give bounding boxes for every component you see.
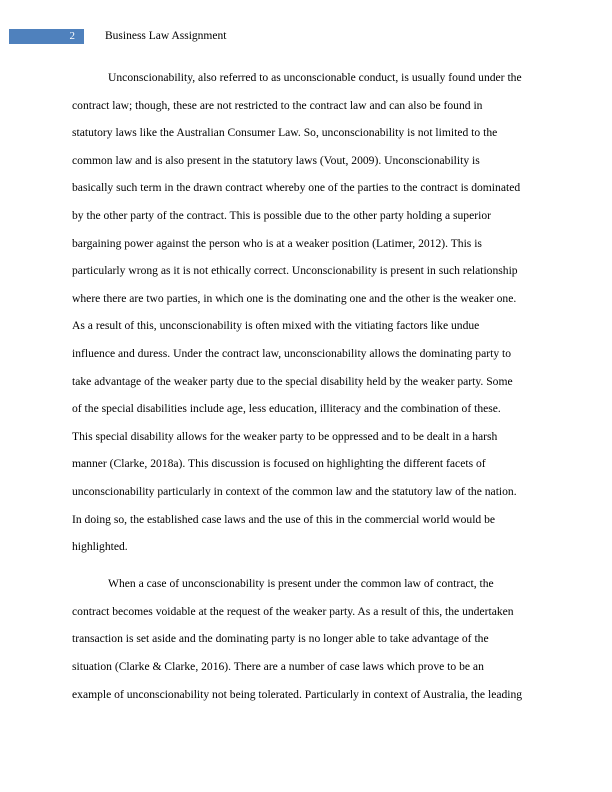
text-line: common law and is also present in the statutory laws (Vout, 2009). Unconscionability is (72, 153, 480, 167)
text-line: statutory laws like the Australian Consumer Law. So, unconscionability is not limited to the (72, 126, 498, 140)
text-line: manner (Clarke, 2018a). This discussion is focused on highlighting the different facets of (72, 457, 486, 471)
text-line: As a result of this, unconscionability is often mixed with the vitiating factors like undue (72, 319, 480, 333)
text-line: situation (Clarke & Clarke, 2016). There are a number of case laws which prove to be an (72, 659, 484, 673)
text-line: contract law; though, these are not restricted to the contract law and can also be found in (72, 98, 483, 112)
text-line: This special disability allows for the weaker party to be oppressed and to be dealt in a harsh (72, 429, 498, 443)
page-number: 2 (9, 29, 84, 44)
text-line: In doing so, the established case laws and the use of this in the commercial world would be (72, 512, 496, 526)
text-line: particularly wrong as it is not ethically correct. Unconscionability is present in such relationship (72, 264, 518, 278)
text-line: contract becomes voidable at the request of the weaker party. As a result of this, the undertaken (72, 604, 514, 618)
text-line: where there are two parties, in which one is the dominating one and the other is the weaker one. (72, 291, 517, 305)
text-line: unconscionability particularly in context of the common law and the statutory law of the nation. (72, 484, 517, 498)
text-line: influence and duress. Under the contract law, unconscionability allows the dominating party to (72, 346, 512, 360)
text-line: When a case of unconscionability is present under the common law of contract, the (108, 577, 494, 591)
text-line: bargaining power against the person who is at a weaker position (Latimer, 2012). This is (72, 236, 482, 250)
paragraph-1 (72, 64, 544, 561)
paragraph-spacer (72, 561, 544, 571)
paragraph-2 (72, 570, 544, 708)
text-line: by the other party of the contract. This is possible due to the other party holding a superior (72, 208, 491, 222)
document-body (72, 64, 544, 708)
text-line: basically such term in the drawn contract whereby one of the parties to the contract is dominated (72, 181, 521, 195)
text-line: of the special disabilities include age, less education, illiteracy and the combination of these. (72, 402, 501, 416)
text-line: example of unconscionability not being tolerated. Particularly in context of Australia, the leading (72, 687, 523, 701)
text-line: highlighted. (72, 540, 128, 554)
text-line: Unconscionability, also referred to as unconscionable conduct, is usually found under the (108, 71, 522, 84)
text-line: transaction is set aside and the dominating party is no longer able to take advantage of the (72, 632, 489, 646)
text-line: take advantage of the weaker party due to the special disability held by the weaker party. Some (72, 374, 513, 388)
running-head-title: Business Law Assignment (105, 30, 227, 42)
